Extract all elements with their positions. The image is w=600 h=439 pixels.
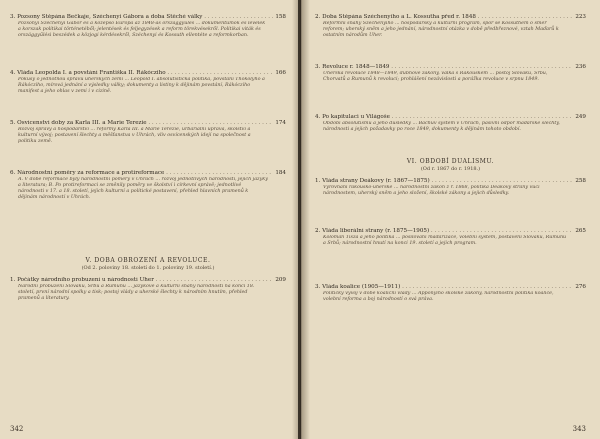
toc-entry-page: 249 (575, 114, 586, 120)
toc-entry (315, 114, 586, 152)
toc-entry-heading (10, 120, 286, 127)
toc-entry-title: 5. Osvícenství doby za Karla III. a Marie Terezie . . . (10, 120, 273, 127)
toc-entry-heading (315, 228, 586, 235)
toc-entry-page: 265 (575, 228, 586, 234)
toc-entry-heading (315, 14, 586, 21)
toc-entry (10, 170, 286, 251)
toc-entry-heading (315, 178, 586, 185)
toc-entry-title: 3. Revoluce r. 1848—1849 . . . (315, 64, 573, 71)
section-subheading: (Od r. 1867 do r. 1918.) (420, 166, 481, 172)
toc-entry (315, 64, 586, 108)
toc-entry-page: 276 (575, 284, 586, 290)
toc-entry-heading (315, 284, 586, 291)
toc-entry-heading (10, 14, 286, 21)
toc-entry-summary: Národní probuzení Slováků, Srbů a Rumunů ... jazykové a kulturní snahy národností na konci 18. století, první národní spolky a tisk; postoj vlády a uherské šlechty k národním hnutím, přehled pramenů a literatury. (18, 284, 255, 302)
toc-entry-title: 3. Pozsony Štěpána Bečkaje, Széchenyi Gábora a doba Stěché války . . . (10, 14, 273, 21)
toc-entry-heading (315, 114, 586, 121)
toc-entry (315, 228, 586, 278)
toc-entry-heading (315, 64, 586, 71)
toc-entry-page: 174 (275, 120, 286, 126)
toc-entry (315, 14, 586, 58)
toc-entry-summary: Vyrovnání rakousko-uherské ... národnostní zákon z r. 1868, politika Deákovy strany vůči národnostem, uherský sněm a jeho složení, školské zákony a jejich důsledky. (323, 185, 540, 197)
section-heading: VI. OBDOBÍ DUALISMU. (406, 158, 495, 165)
toc-entry-title: 4. Vláda Leopolda I. a povstání Františka II. Rákócziho . . . (10, 70, 273, 77)
toc-entry-title: 3. Vláda koalice (1905—1911) . . . (315, 284, 573, 291)
toc-entry-summary: Pokusy o jednotnou správu uherských zemí ... Leopold I. absolutistická politika, povstání Thökölyho a Rákócziho, mírová jednání a výsledky války; dokumenty a listiny k dějinám povstání, Rákócziho manifest a jeho ohlas v zemi i v cizině. (18, 77, 265, 95)
toc-entry-page: 223 (575, 14, 586, 20)
toc-entry-summary: Rozvoj správy a hospodářství ... reformy Karla III. a Marie Terezie, urbariální úprava, školství a kulturní vývoj; postavení šlechty a měšťanstva v Uhrách, vliv osvícenských idejí na společnost a politiku země. (18, 127, 251, 145)
toc-entry (10, 70, 286, 114)
toc-entry-summary: Reformní snahy Széchenyiho ... hospodářský a kulturní program, spor se Kossuthem o směr reforem; uherský sněm a jeho jednání, národnostní otázka v době předbřeznové, vztah Maďarů k ostatním národům Uher. (323, 21, 559, 39)
toc-entry-summary: A. V době reformace byly národnostní poměry v Uhrách ... rozvoj jednotlivých národností, jejich jazyky a literatura; B. Po protireformaci se změnily poměry ve školství i církevní správě; jednotlivé národnosti v 17. a 18. století, jejich kulturní a politické postavení, přehled hlavních pramenů k dějinám národností v Uhrách. (18, 177, 268, 201)
toc-entry-page: 209 (275, 277, 286, 283)
toc-entry-title: 1. Počátky národního probuzení u národností Uher . . . (10, 277, 273, 284)
book-gutter (292, 0, 310, 439)
left-page (0, 0, 298, 439)
toc-entry-summary: Období absolutismu a jeho důsledky ... Bachův systém v Uhrách, pasivní odpor maďarské šlechty, národnosti a jejich požadavky po roce 1849, dokumenty k dějinám tohoto období. (323, 121, 560, 133)
toc-entry-title: 4. Po kapitulaci u Világoše . . . (315, 114, 573, 121)
toc-entry-heading (10, 277, 286, 284)
toc-entry (10, 120, 286, 164)
toc-entry (10, 14, 286, 64)
toc-entry-summary: Uherská revoluce 1848—1849, dubnové zákony, válka s Rakouskem ... postoj Slováků, Srbů, Chorvatů a Rumunů k revoluci; prohlášení nezávislosti a porážka revoluce v srpnu 1849. (323, 71, 548, 83)
toc-entry-title: 1. Vláda strany Deákovy (r. 1867—1875) . . . (315, 178, 573, 185)
page-number: 342 (10, 425, 24, 433)
toc-entry-title: 6. Národnostní poměry za reformace a protireformace . . . (10, 170, 273, 177)
toc-entry-page: 166 (275, 70, 286, 76)
toc-entry-page: 236 (575, 64, 586, 70)
toc-entry-page: 158 (275, 14, 286, 20)
toc-entry-summary: Politický vývoj v době koaliční vlády ... Apponyiho školské zákony, národnostní politika koalice, volební reforma a boj národností o svá práva. (323, 291, 554, 303)
toc-entry-heading (10, 170, 286, 177)
right-page (301, 0, 600, 439)
toc-entry (315, 284, 586, 322)
toc-entry-title: 2. Vláda liberální strany (r. 1875—1905) . . . (315, 228, 573, 235)
toc-entry-heading (10, 70, 286, 77)
toc-entry (10, 277, 286, 327)
toc-entry (315, 178, 586, 222)
toc-entry-page: 184 (275, 170, 286, 176)
page-number: 343 (572, 425, 586, 433)
toc-entry-summary: Pozsonyi Széchenyi Gábor és a középső Európa az 1848-as országgyűlés ... dokumentumok és levelek a korszak politikai történetéből; jelentések és feljegyzések a reform törekvésekről. Politikai viták és országgyűlési beszédek a közjogi kérdésekről, Széchenyi és Kossuth ellentéte a reformkorban. (18, 21, 266, 39)
toc-entry-summary: Koloman Tisza a jeho politika ... posilování maďarizace, volební systém, postavení Slováků, Rumunů a Srbů; národnostní hnutí na konci 19. století a jejich program. (323, 235, 567, 247)
section-heading: V. DOBA OBROZENÍ A REVOLUCE. (85, 257, 211, 264)
section-subheading: (Od 2. poloviny 18. století do 1. poloviny 19. století.) (81, 265, 215, 271)
toc-entry-title: 2. Doba Štěpána Széchenyiho a L. Kossutha před r. 1848 . . . (315, 14, 573, 21)
toc-entry-page: 258 (575, 178, 586, 184)
